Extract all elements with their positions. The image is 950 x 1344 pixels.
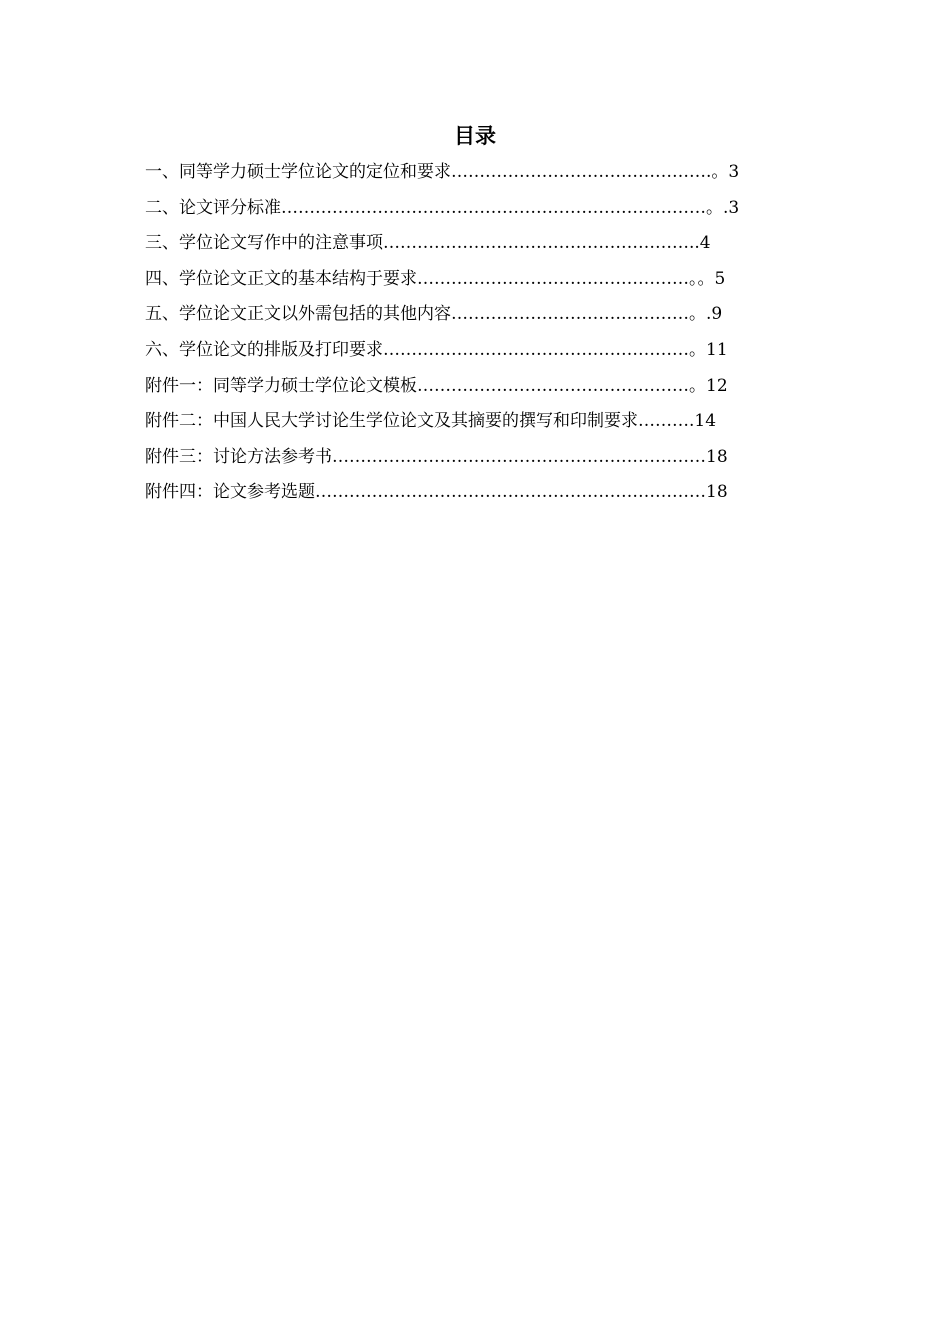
toc-entry[interactable]: 一、同等学力硕士学位论文的定位和要求……………………………………….。3: [145, 162, 740, 182]
table-of-contents: [145, 158, 825, 514]
toc-entry[interactable]: 五、学位论文正文以外需包括的其他内容……………………………………。.9: [145, 304, 723, 325]
toc-entry[interactable]: 附件二：中国人民大学讨论生学位论文及其摘要的撰写和印制要求……….14: [145, 411, 717, 432]
toc-entry[interactable]: 四、学位论文正文的基本结构于要求…………………………………………。。5: [145, 268, 726, 289]
toc-entry[interactable]: 二、论文评分标准…………………………………………………………………。.3: [145, 197, 740, 218]
toc-title: 目录: [454, 124, 496, 148]
toc-entry[interactable]: 六、学位论文的排版及打印要求………………………………………………。11: [145, 339, 728, 360]
toc-entry[interactable]: 附件三：讨论方法参考书…………………………………………………………18: [145, 446, 728, 467]
toc-entry[interactable]: 附件一：同等学力硕士学位论文模板…………………………………………。12: [145, 375, 728, 396]
toc-entry[interactable]: 附件四：论文参考选题……………………………………………………………18: [145, 482, 728, 503]
toc-entry[interactable]: 三、学位论文写作中的注意事项………………………………………………..4: [145, 233, 711, 254]
